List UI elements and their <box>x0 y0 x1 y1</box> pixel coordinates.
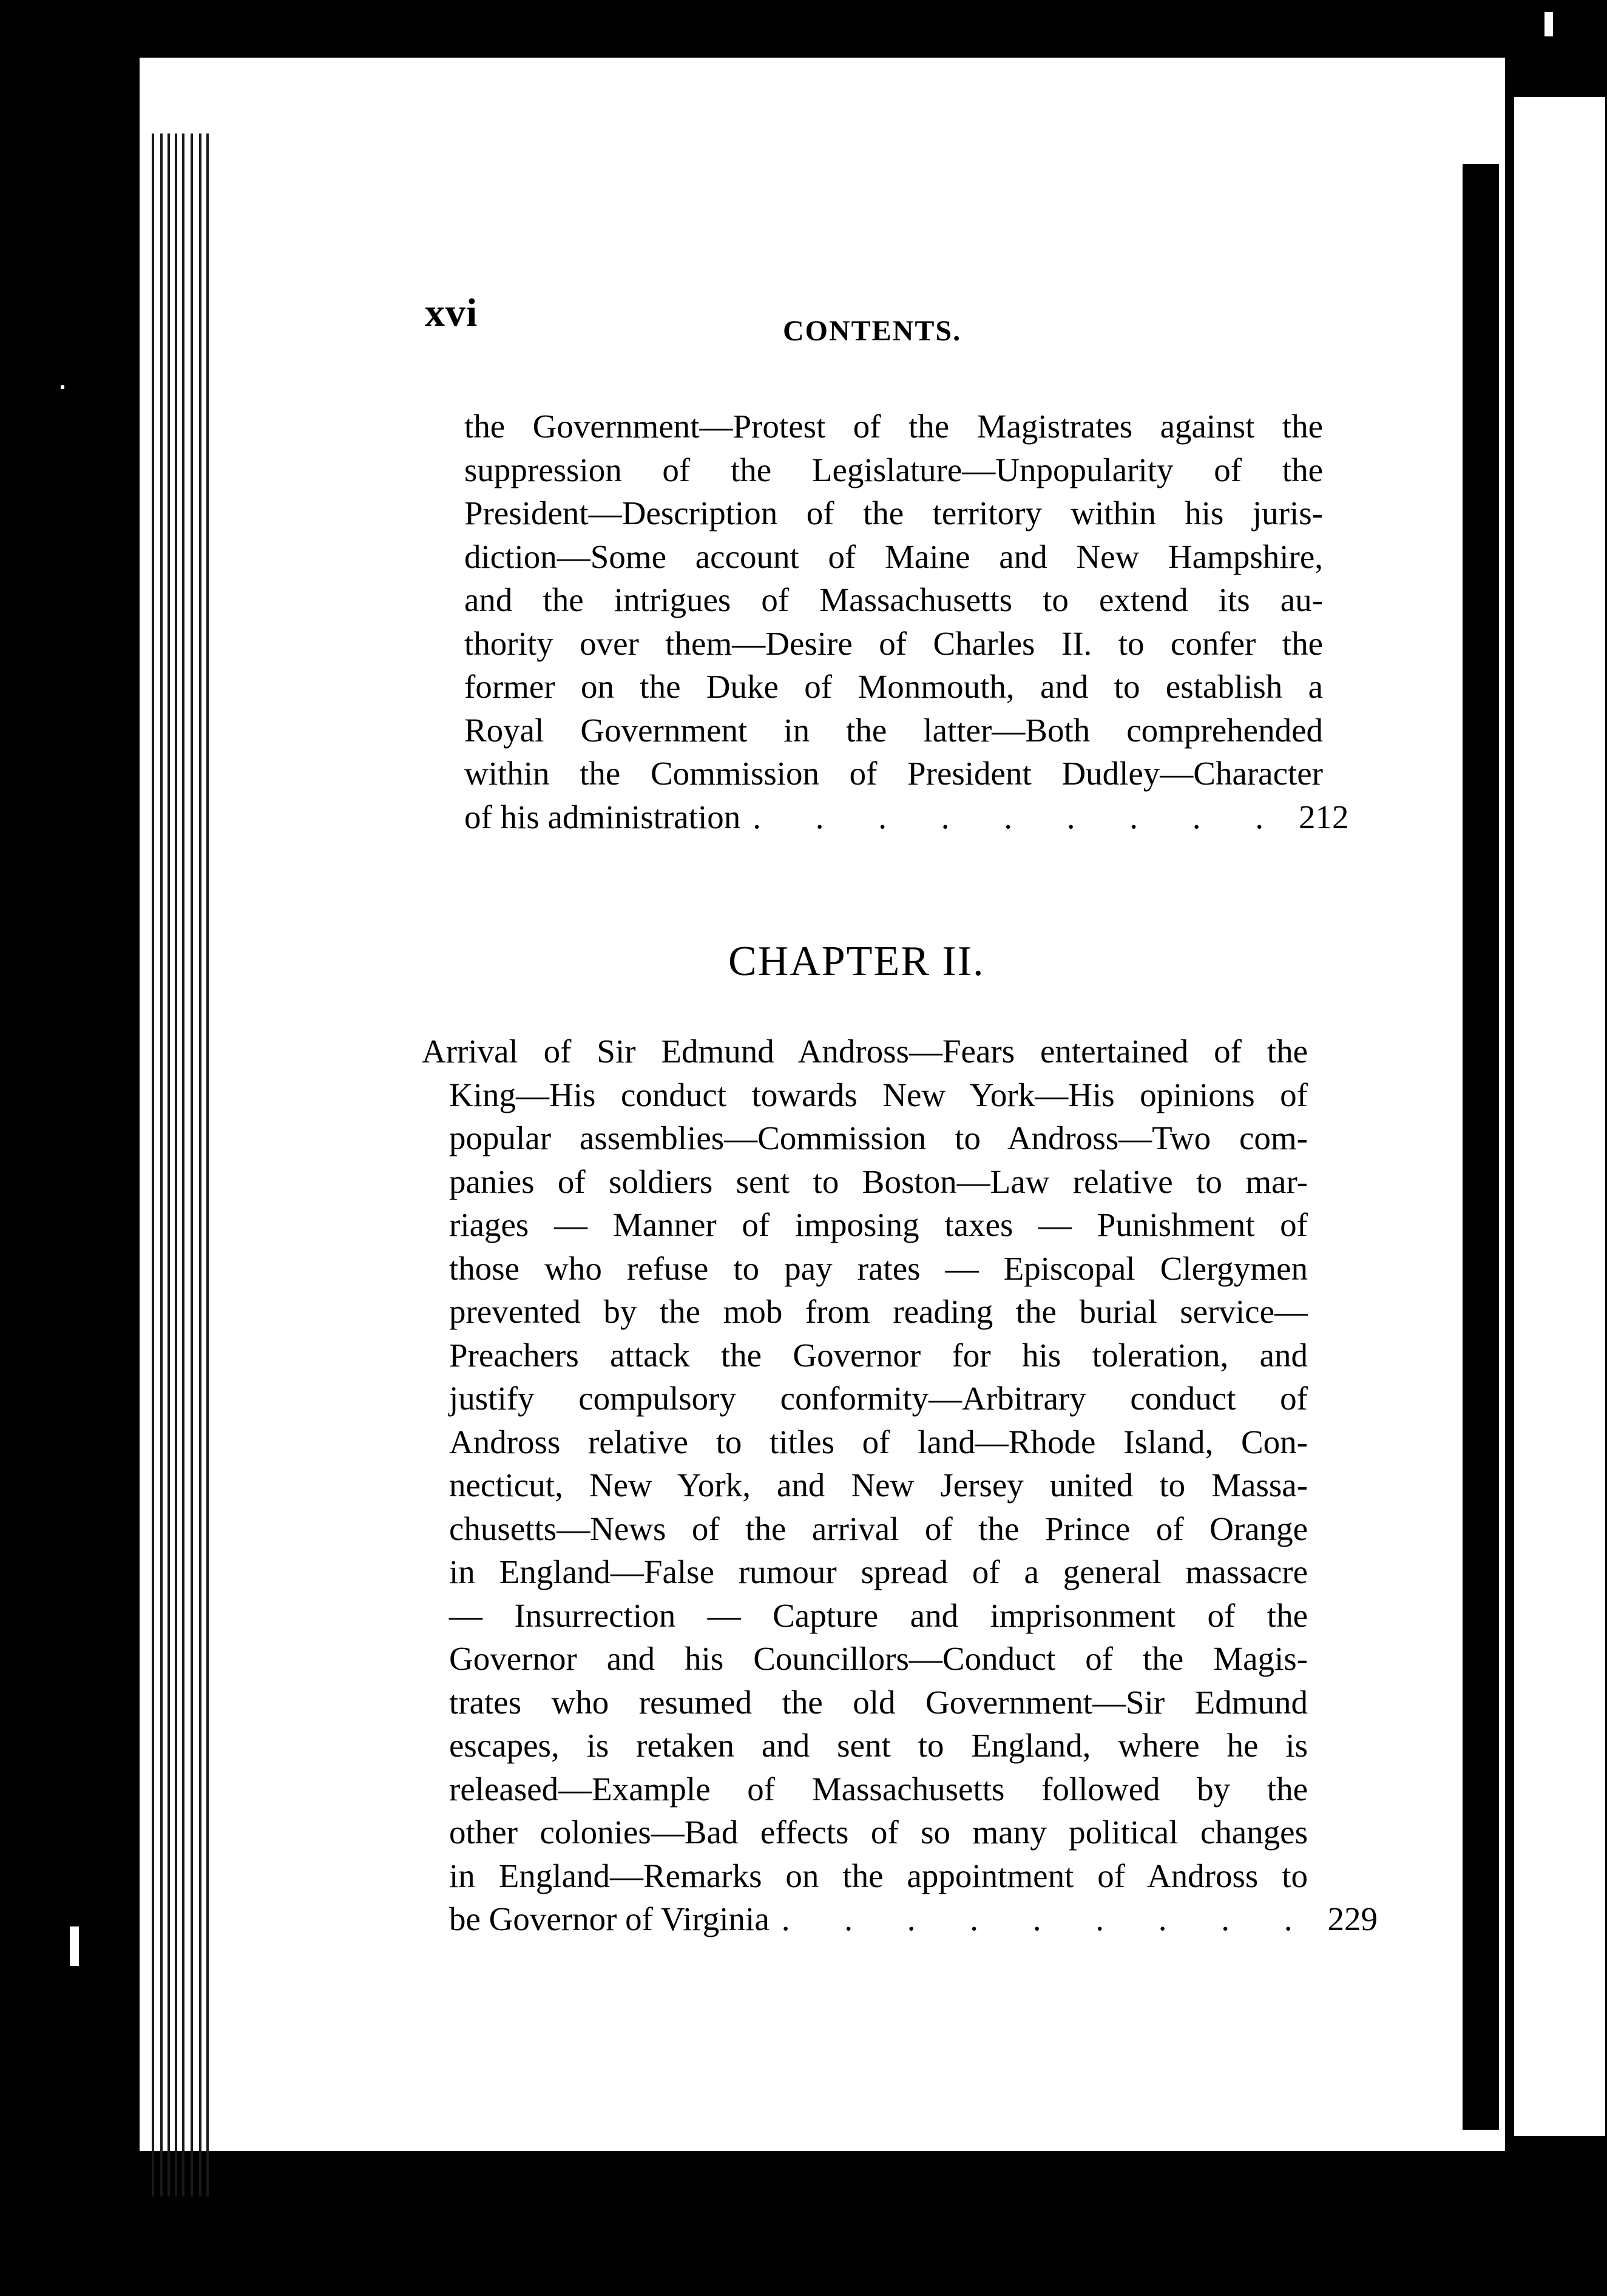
summary-line: in England—Remarks on the appointment of Andross to <box>449 1857 1308 1894</box>
summary-line: Royal Government in the latter—Both comprehended <box>464 711 1323 749</box>
page-edge-line <box>206 133 209 2196</box>
dot-leader: . . . . . . . . . <box>753 798 1287 836</box>
summary-line: those who refuse to pay rates — Episcopal Clergymen <box>449 1249 1308 1287</box>
summary-line: Arrival of Sir Edmund Andross—Fears entertained of the <box>422 1033 1308 1070</box>
page-edge-line <box>191 133 193 2196</box>
summary-line: former on the Duke of Monmouth, and to establish a <box>464 668 1323 705</box>
summary-line: riages — Manner of imposing taxes — Punishment of <box>449 1206 1308 1243</box>
summary-line: President—Description of the territory within his juris- <box>464 495 1323 532</box>
summary-line: justify compulsory conformity—Arbitrary conduct of <box>449 1380 1308 1417</box>
scan-speck <box>252 1698 255 1704</box>
summary-line: — Insurrection — Capture and imprisonment of the <box>449 1596 1308 1634</box>
summary-line: the Government—Protest of the Magistrates against the <box>464 408 1323 445</box>
summary-line: chusetts—News of the arrival of the Prince of Orange <box>449 1510 1308 1547</box>
summary-line: Andross relative to titles of land—Rhode Island, Con- <box>449 1423 1308 1460</box>
page-edge-line <box>160 133 163 2196</box>
chapter-i-summary <box>464 405 1349 839</box>
facing-page-edge <box>1514 97 1605 2136</box>
summary-line: in England—False rumour spread of a general massacre <box>449 1553 1308 1590</box>
summary-last-line: be Governor of Virginia <box>449 1900 770 1937</box>
summary-line: thority over them—Desire of Charles II. to confer the <box>464 624 1323 662</box>
summary-line: panies of soldiers sent to Boston—Law relative to mar- <box>449 1163 1308 1200</box>
page-folio: xvi <box>425 291 478 335</box>
page-edge-line <box>199 133 201 2196</box>
running-title: CONTENTS. <box>783 315 962 347</box>
toc-entry-line <box>464 795 1349 839</box>
summary-line: necticut, New York, and New Jersey united to Massa- <box>449 1467 1308 1504</box>
summary-line: Governor and his Councillors—Conduct of the Magis- <box>449 1640 1308 1677</box>
summary-line: trates who resumed the old Government—Sir Edmund <box>449 1683 1308 1721</box>
summary-line: diction—Some account of Maine and New Hampshire, <box>464 538 1323 575</box>
scan-speck <box>70 1926 79 1966</box>
summary-line: Preachers attack the Governor for his toleration, and <box>449 1336 1308 1374</box>
scan-speck <box>1544 12 1553 36</box>
scan-speck <box>61 385 64 389</box>
summary-line: within the Commission of President Dudley—Character <box>464 755 1323 792</box>
summary-line: prevented by the mob from reading the burial service— <box>449 1293 1308 1330</box>
page-number: 229 <box>1327 1900 1378 1937</box>
summary-line: popular assemblies—Commission to Andross—Two com- <box>449 1119 1308 1156</box>
page-number: 212 <box>1298 798 1349 836</box>
summary-line: released—Example of Massachusetts followed by the <box>449 1770 1308 1808</box>
scan-speck <box>1385 12 1389 33</box>
gutter-shadow <box>1463 164 1499 2130</box>
summary-line: escapes, is retaken and sent to England, where he is <box>449 1727 1308 1764</box>
chapter-heading: CHAPTER II. <box>728 938 985 985</box>
summary-line: suppression of the Legislature—Unpopularity of the <box>464 451 1323 488</box>
page-edge-line <box>167 133 170 2196</box>
page-edge-line <box>175 133 177 2196</box>
summary-last-line: of his administration <box>464 798 741 836</box>
toc-entry-line <box>449 1897 1378 1941</box>
page-edge-line <box>152 133 154 2196</box>
summary-line: other colonies—Bad effects of so many political changes <box>449 1814 1308 1851</box>
summary-line: and the intrigues of Massachusetts to extend its au- <box>464 581 1323 618</box>
chapter-ii-summary <box>422 1030 1378 1941</box>
summary-line: King—His conduct towards New York—His opinions of <box>449 1076 1308 1113</box>
dot-leader: . . . . . . . . . <box>781 1900 1316 1937</box>
page-edge-line <box>182 133 184 2196</box>
